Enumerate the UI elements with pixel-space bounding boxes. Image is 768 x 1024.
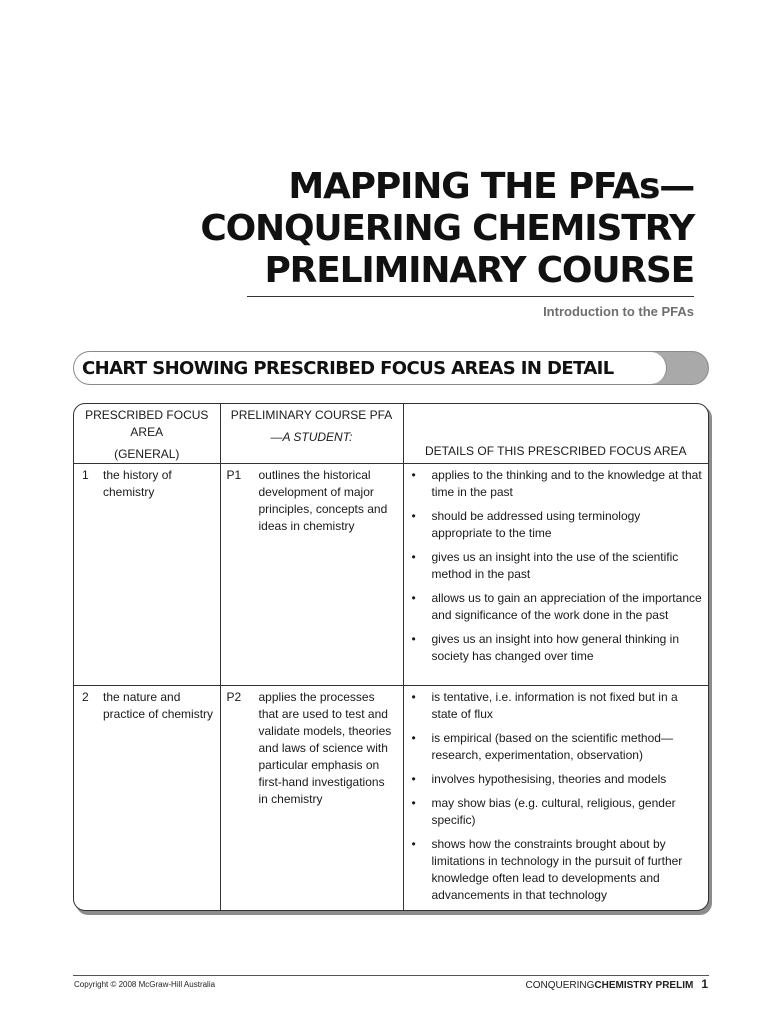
bullet-icon: •	[411, 772, 416, 786]
bullet-icon: •	[411, 796, 416, 810]
focus-area-text: the nature and practice of chemistry	[103, 690, 214, 721]
list-item	[412, 836, 703, 904]
list-item	[412, 771, 703, 788]
list-item	[412, 730, 703, 764]
page-title-line-1: MAPPING THE PFAs—	[288, 166, 694, 207]
detail-text: involves hypothesising, theories and models	[431, 772, 667, 786]
detail-text: gives us an insight into the use of the scientific method in the past	[431, 550, 679, 581]
course-pfa-cell	[220, 464, 403, 686]
detail-text: may show bias (e.g. cultural, religious, gender specific)	[431, 796, 676, 827]
list-item	[412, 590, 703, 624]
header-course-pfa-line2: —A STUDENT:	[270, 430, 353, 444]
row-number: 1	[82, 468, 89, 482]
bullet-icon: •	[411, 468, 416, 482]
focus-area-text: the history of chemistry	[103, 468, 172, 499]
table-header-row	[74, 404, 708, 464]
page-title-line-3: PRELIMINARY COURSE	[264, 250, 694, 291]
footer-divider	[73, 975, 709, 976]
focus-area-cell	[74, 464, 220, 686]
list-item	[412, 689, 703, 723]
banner-label-area	[74, 352, 667, 384]
pfa-description: outlines the historical development of major principles, concepts and ideas in chemistry	[258, 468, 388, 533]
title-divider	[247, 296, 694, 297]
bullet-icon: •	[411, 591, 416, 605]
detail-text: is empirical (based on the scientific method—research, experimentation, observation)	[431, 731, 673, 762]
detail-text: shows how the constraints brought about by limitations in technology in the pursuit of further knowledge often lead to developments and advancements in that technology	[431, 837, 683, 902]
list-item	[412, 467, 703, 501]
table-row	[74, 464, 708, 686]
bullet-icon: •	[411, 731, 416, 745]
copyright-notice: Copyright © 2008 McGraw-Hill Australia	[74, 980, 216, 989]
details-list	[404, 686, 709, 904]
page-subtitle: Introduction to the PFAs	[543, 304, 694, 319]
bullet-icon: •	[411, 632, 416, 646]
detail-text: should be addressed using terminology appropriate to the time	[431, 509, 641, 540]
detail-text: applies to the thinking and to the knowledge at that time in the past	[431, 468, 702, 499]
pfa-code: P1	[226, 468, 242, 482]
list-item	[412, 631, 703, 665]
header-focus-area	[74, 404, 220, 464]
focus-area-cell	[74, 686, 220, 912]
header-course-pfa	[220, 404, 403, 464]
header-details-label: DETAILS OF THIS PRESCRIBED FOCUS AREA	[424, 444, 687, 458]
footer-book-info	[526, 977, 709, 991]
details-cell	[403, 686, 708, 912]
bullet-icon: •	[411, 550, 416, 564]
header-focus-area-line1: PRESCRIBED FOCUS AREA	[85, 408, 209, 439]
book-title-part1: CONQUERING	[525, 980, 595, 991]
detail-text: is tentative, i.e. information is not fixed but in a state of flux	[431, 690, 678, 721]
details-cell	[403, 464, 708, 686]
table-row	[74, 686, 708, 912]
page-number: 1	[701, 977, 708, 991]
row-number: 2	[82, 690, 89, 704]
details-list	[404, 464, 709, 665]
pfa-table	[73, 403, 709, 911]
pfa-description: applies the processes that are used to test and validate models, theories and laws of science with particular emphasis on first-hand investigations in chemistry	[258, 690, 392, 806]
section-banner	[73, 351, 709, 385]
course-pfa-cell	[220, 686, 403, 912]
bullet-icon: •	[411, 837, 416, 851]
header-course-pfa-line1: PRELIMINARY COURSE PFA	[230, 408, 393, 422]
pfa-code: P2	[226, 690, 242, 704]
detail-text: gives us an insight into how general thinking in society has changed over time	[431, 632, 679, 663]
book-title-part2: CHEMISTRY PRELIM	[594, 980, 694, 991]
list-item	[412, 508, 703, 542]
page-title-line-2: CONQUERING CHEMISTRY	[200, 208, 694, 249]
list-item	[412, 795, 703, 829]
header-details	[403, 404, 708, 464]
detail-text: allows us to gain an appreciation of the importance and significance of the work done in the past	[431, 591, 702, 622]
header-focus-area-line2: (GENERAL)	[114, 447, 180, 461]
list-item	[412, 549, 703, 583]
bullet-icon: •	[411, 509, 416, 523]
title-block	[200, 166, 694, 292]
banner-heading: CHART SHOWING PRESCRIBED FOCUS AREAS IN DETAIL	[82, 358, 614, 379]
bullet-icon: •	[411, 690, 416, 704]
